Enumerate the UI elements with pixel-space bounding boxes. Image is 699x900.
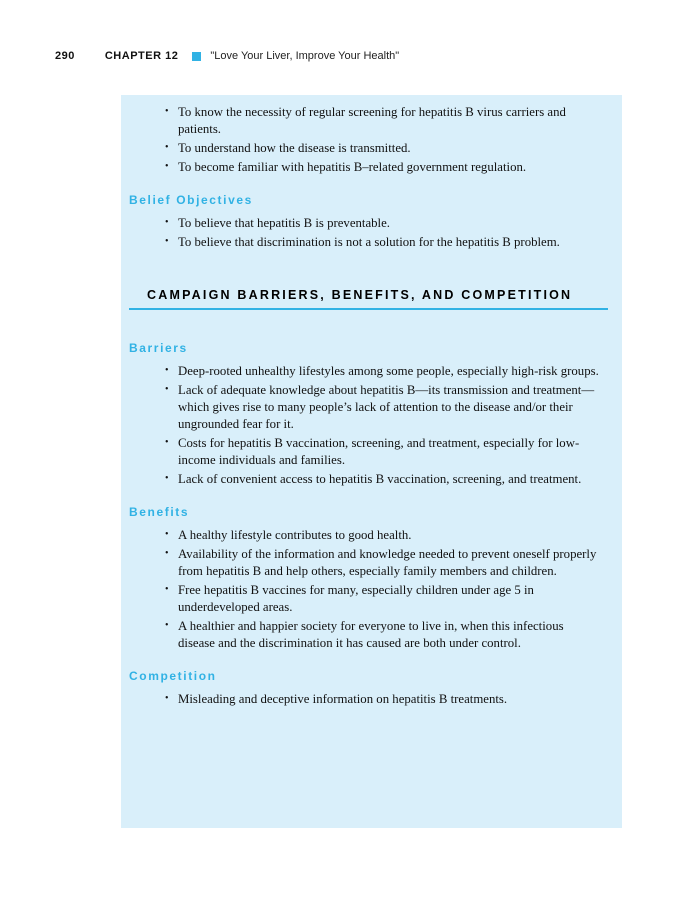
bullet-item: • A healthier and happier society for everyone to live in, when this infectious disease and the discrimination it has caused are both under control.: [165, 618, 603, 652]
bullet-item: • Misleading and deceptive information on hepatitis B treatments.: [165, 691, 603, 708]
bullet-item: • A healthy lifestyle contributes to good health.: [165, 527, 603, 544]
page-number: 290: [55, 50, 75, 62]
book-title: "Love Your Liver, Improve Your Health": [210, 50, 400, 62]
benefits-list: [129, 527, 608, 652]
section-heading-campaign: CAMPAIGN BARRIERS, BENEFITS, AND COMPETITION: [147, 288, 573, 303]
square-bullet-icon: [192, 52, 201, 61]
bullet-item: • To become familiar with hepatitis B–related government regulation.: [165, 159, 603, 176]
bullet-item: • To believe that discrimination is not a solution for the hepatitis B problem.: [165, 234, 603, 251]
bullet-item: • Costs for hepatitis B vaccination, screening, and treatment, especially for low-income individuals and families.: [165, 435, 603, 469]
competition-list: [129, 691, 608, 708]
heading-barriers: Barriers: [129, 341, 188, 356]
bullet-item: • To know the necessity of regular screening for hepatitis B virus carriers and patients.: [165, 104, 603, 138]
section-header-rule: [129, 286, 608, 310]
bullet-item: • Lack of adequate knowledge about hepatitis B—its transmission and treatment—which gives rise to many people’s lack of attention to the disease and/or their ungrounded fear for it.: [165, 382, 603, 433]
bullet-item: • To understand how the disease is transmitted.: [165, 140, 603, 157]
spacer: [129, 310, 608, 324]
bullet-item: • Availability of the information and knowledge needed to prevent oneself properly from hepatitis B and help others, especially family members and children.: [165, 546, 603, 580]
bullet-item: • Deep-rooted unhealthy lifestyles among some people, especially high-risk groups.: [165, 363, 603, 380]
running-head: [55, 51, 659, 62]
bullet-item: • To believe that hepatitis B is preventable.: [165, 215, 603, 232]
heading-belief-objectives: Belief Objectives: [129, 193, 253, 208]
content-panel: [121, 95, 622, 828]
intro-bullet-list: [129, 104, 608, 176]
bullet-item: • Lack of convenient access to hepatitis B vaccination, screening, and treatment.: [165, 471, 603, 488]
barriers-list: [129, 363, 608, 488]
heading-benefits: Benefits: [129, 505, 190, 520]
heading-competition: Competition: [129, 669, 217, 684]
bullet-item: • Free hepatitis B vaccines for many, especially children under age 5 in underdeveloped areas.: [165, 582, 603, 616]
chapter-label: CHAPTER 12: [104, 50, 179, 62]
belief-objectives-list: [129, 215, 608, 251]
